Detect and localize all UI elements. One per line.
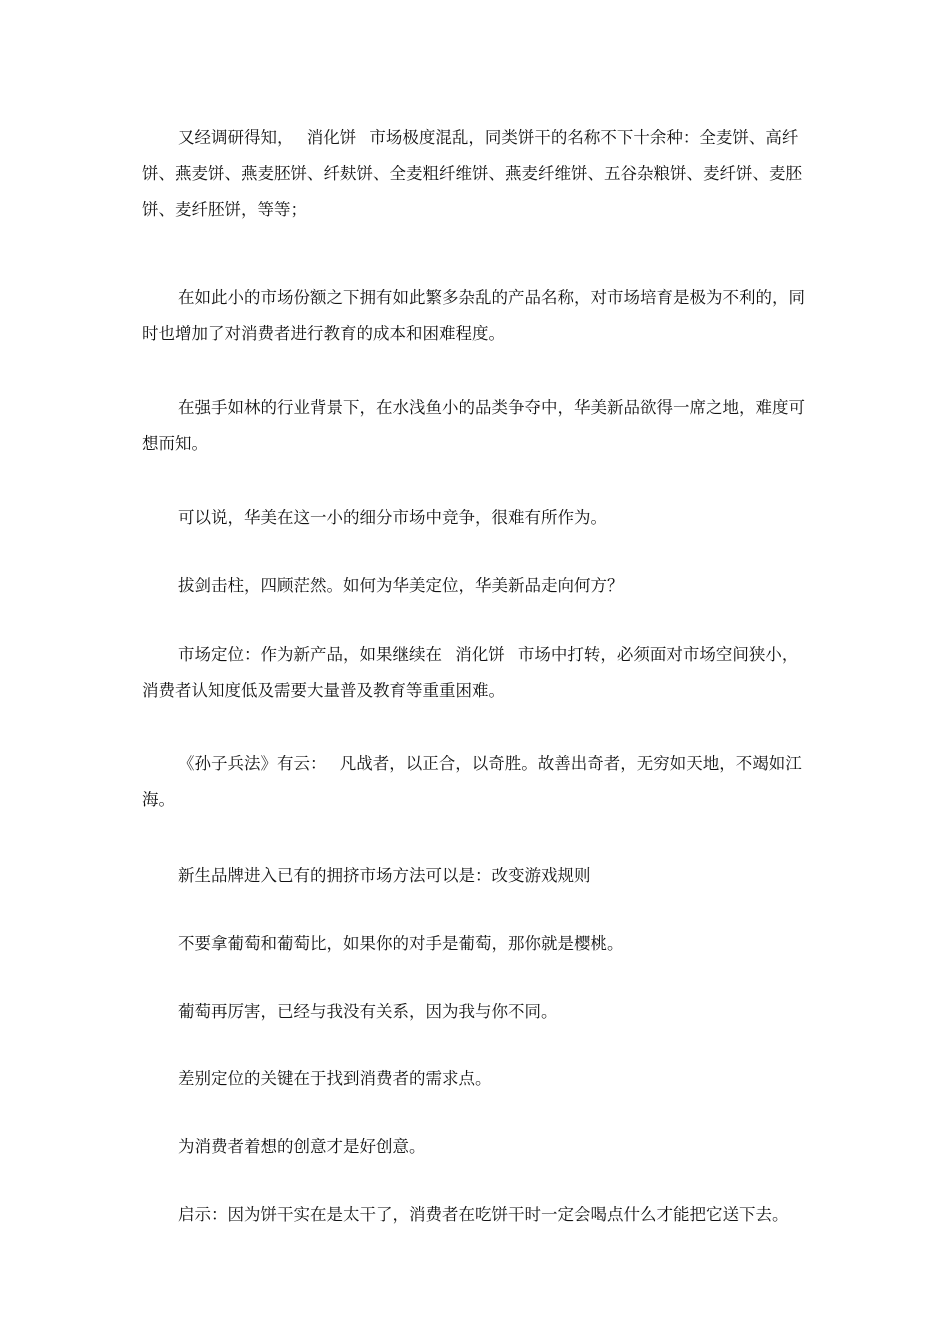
paragraph-7: 《孙子兵法》有云：凡战者，以正合，以奇胜。故善出奇者，无穷如天地，不竭如江海。 bbox=[142, 754, 802, 809]
paragraph-12: 为消费者着想的创意才是好创意。 bbox=[178, 1137, 426, 1156]
paragraph-8: 新生品牌进入已有的拥挤市场方法可以是：改变游戏规则 bbox=[178, 866, 591, 885]
paragraph-6: 市场定位：作为新产品，如果继续在消化饼市场中打转，必须面对市场空间狭小，消费者认知度低及需要大量普及教育等重重困难。 bbox=[142, 645, 799, 700]
paragraph-5: 拔剑击柱，四顾茫然。如何为华美定位，华美新品走向何方？ bbox=[178, 576, 624, 595]
paragraph-1: 又经调研得知，消化饼市场极度混乱，同类饼干的名称不下十余种：全麦饼、高纤饼、燕麦饼、燕麦胚饼、纤麸饼、全麦粗纤维饼、燕麦纤维饼、五谷杂粮饼、麦纤饼、麦胚饼、麦纤胚饼，等等； bbox=[142, 128, 802, 219]
paragraph-3: 在强手如林的行业背景下，在水浅鱼小的品类争夺中，华美新品欲得一席之地，难度可想而知。 bbox=[142, 398, 805, 453]
paragraph-2: 在如此小的市场份额之下拥有如此繁多杂乱的产品名称，对市场培育是极为不利的，同时也增加了对消费者进行教育的成本和困难程度。 bbox=[142, 288, 805, 343]
paragraph-4: 可以说，华美在这一小的细分市场中竞争，很难有所作为。 bbox=[178, 508, 607, 527]
paragraph-11: 差别定位的关键在于找到消费者的需求点。 bbox=[178, 1069, 492, 1088]
paragraph-9: 不要拿葡萄和葡萄比，如果你的对手是葡萄，那你就是樱桃。 bbox=[178, 934, 624, 953]
paragraph-13: 启示：因为饼干实在是太干了，消费者在吃饼干时一定会喝点什么才能把它送下去。 bbox=[178, 1205, 789, 1224]
paragraph-10: 葡萄再厉害，已经与我没有关系，因为我与你不同。 bbox=[178, 1002, 558, 1021]
